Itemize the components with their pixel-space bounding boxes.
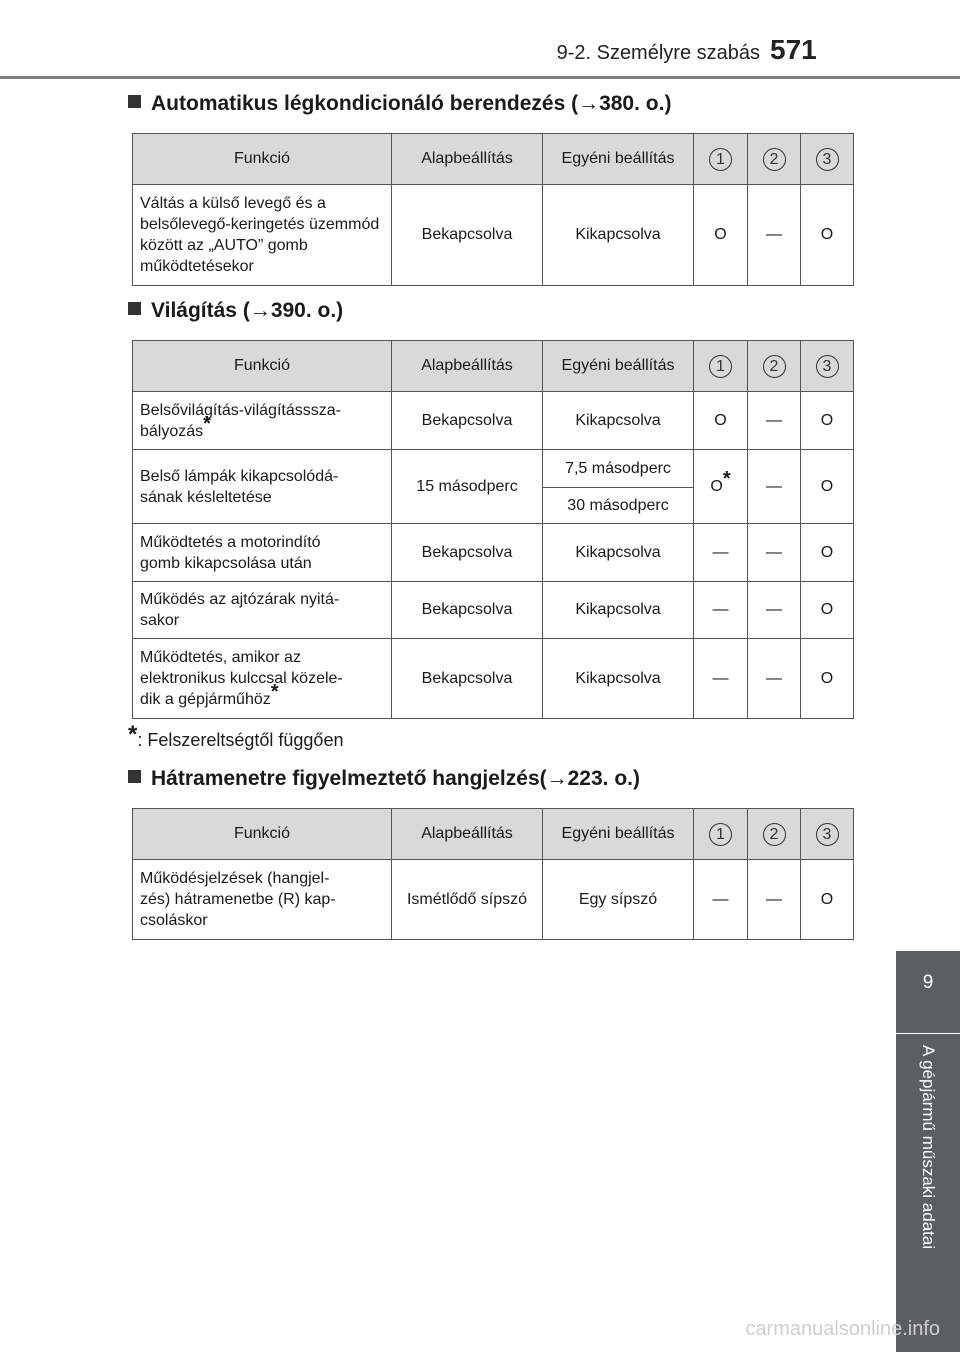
cell-custom: Kikapcsolva [543,639,694,719]
cell-c1: — [694,582,748,639]
header-default: Alapbeállítás [392,341,543,392]
cell-c2: — [748,582,801,639]
cell-custom-option-b: 30 másodperc [543,488,694,524]
bullet-square-icon [128,302,141,315]
chapter-tab-number-block [896,951,960,1033]
cell-function: Működtetés a motorindító gomb kikapcsolása után [133,524,392,582]
header-custom: Egyéni beállítás [543,341,694,392]
header-custom: Egyéni beállítás [543,809,694,860]
cell-c1: — [694,639,748,719]
cell-function: Működtetés, amikor az elektronikus kulccsal közele- dik a gépjárműhöz* [133,639,392,719]
section-header: 9-2. Személyre szabás [556,42,760,64]
cell-c2: — [748,185,801,286]
chapter-number: 9 [922,972,934,993]
cell-function: Működés az ajtózárak nyitá- sakor [133,582,392,639]
header-divider [0,76,960,79]
cell-c3: O [801,860,854,940]
table-header-row [133,341,854,392]
cell-custom: Kikapcsolva [543,524,694,582]
header-col-3: 3 [816,355,839,378]
header-col-1: 1 [709,823,732,846]
cell-function: Belsővilágítás-világításssza- bályozás* [133,392,392,450]
cell-default: Ismétlődő sípszó [392,860,543,940]
cell-default: Bekapcsolva [392,392,543,450]
bullet-square-icon [128,770,141,783]
header-default: Alapbeállítás [392,809,543,860]
header-col-3: 3 [816,823,839,846]
table-air-conditioning [132,133,854,286]
cell-c1: O [694,185,748,286]
header-function: Funkció [133,134,392,185]
table-row [133,392,854,450]
cell-c1: O* [694,450,748,524]
table-row [133,860,854,940]
cell-c3: O [801,185,854,286]
cell-c2: — [748,524,801,582]
cell-custom: Kikapcsolva [543,185,694,286]
page-number: 571 [770,34,817,65]
cell-c3: O [801,450,854,524]
header-col-1: 1 [709,355,732,378]
cell-c1: — [694,860,748,940]
watermark: carmanualsonline.info [745,1318,940,1340]
cell-c2: — [748,860,801,940]
cell-c2: — [748,450,801,524]
cell-function: Váltás a külső levegő és a belsőlevegő-keringetés üzemmód között az „AUTO” gomb működtetésekor [133,185,392,286]
cell-custom: Kikapcsolva [543,582,694,639]
cell-c1: O [694,392,748,450]
cell-default: Bekapcsolva [392,582,543,639]
table-lighting [132,340,854,719]
cell-function: Belső lámpák kikapcsolódá- sának késleltetése [133,450,392,524]
cell-default: 15 másodperc [392,450,543,524]
cell-default: Bekapcsolva [392,639,543,719]
section-title-reverse-buzzer: Hátramenetre figyelmeztető hangjelzés(→223. o.) [128,767,640,791]
header-default: Alapbeállítás [392,134,543,185]
header-custom: Egyéni beállítás [543,134,694,185]
table-row [133,524,854,582]
header-function: Funkció [133,341,392,392]
footnote-marker: * [203,412,211,435]
header-col-2: 2 [763,823,786,846]
footnote-marker: * [722,467,731,490]
section-title-air-conditioning: Automatikus légkondicionáló berendezés (→380. o.) [128,92,671,116]
cell-c3: O [801,524,854,582]
table-header-row [133,134,854,185]
chapter-title: A gépjármű műszaki adatai [919,1045,938,1250]
cell-c1: — [694,524,748,582]
header-col-3: 3 [816,148,839,171]
header-col-2: 2 [763,148,786,171]
cell-custom: Egy sípszó [543,860,694,940]
cell-c3: O [801,582,854,639]
cell-function: Működésjelzések (hangjel- zés) hátramenetbe (R) kap- csoláskor [133,860,392,940]
header-col-1: 1 [709,148,732,171]
header-col-2: 2 [763,355,786,378]
table-row [133,185,854,286]
table-row [133,639,854,719]
bullet-square-icon [128,95,141,108]
cell-c2: — [748,639,801,719]
cell-c3: O [801,392,854,450]
footnote: *: Felszereltségtől függően [128,721,344,750]
section-title-lighting: Világítás (→390. o.) [128,299,343,323]
table-header-row [133,809,854,860]
cell-c3: O [801,639,854,719]
chapter-title-container [896,1045,960,1345]
cell-default: Bekapcsolva [392,185,543,286]
table-row [133,450,854,488]
cell-c2: — [748,392,801,450]
cell-custom: Kikapcsolva [543,392,694,450]
cell-default: Bekapcsolva [392,524,543,582]
footnote-marker: * [270,681,279,703]
table-reverse-buzzer [132,808,854,940]
table-row [133,582,854,639]
header-function: Funkció [133,809,392,860]
cell-custom-option-a: 7,5 másodperc [543,450,694,488]
footnote-marker: * [128,721,138,748]
